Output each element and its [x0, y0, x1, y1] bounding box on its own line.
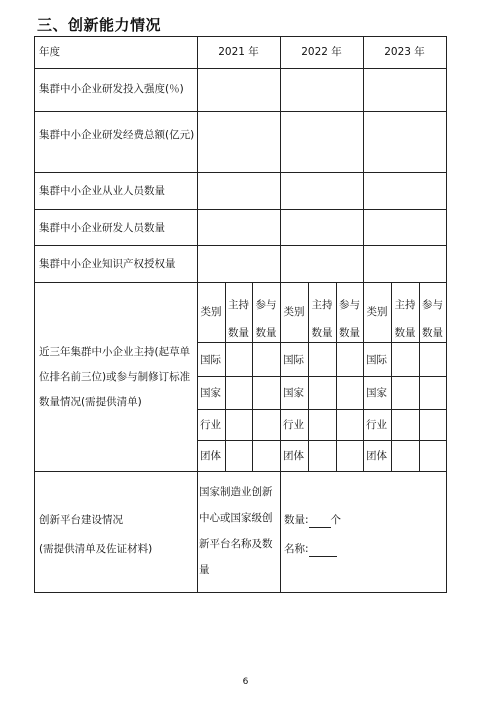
category-national-2022: 国家 [283, 387, 304, 399]
year-2023-header: 2023 年 [384, 46, 425, 58]
category-industry-2022: 行业 [283, 419, 304, 431]
row-label-rd-intensity: 集群中小企业研发投入强度(％) [39, 83, 184, 95]
platform-name [284, 542, 337, 557]
category-international-2021: 国际 [200, 354, 221, 366]
category-group-2021: 团体 [200, 450, 221, 462]
platform-count-blank[interactable] [309, 513, 331, 528]
col-category-2022: 类别 [283, 306, 305, 318]
row-label-employees: 集群中小企业从业人员数量 [39, 185, 165, 197]
year-2022-header: 2022 年 [301, 46, 342, 58]
category-national-2023: 国家 [366, 387, 387, 399]
category-international-2023: 国际 [366, 354, 387, 366]
category-group-2023: 团体 [366, 450, 387, 462]
category-industry-2023: 行业 [366, 419, 387, 431]
row-label-rd-staff: 集群中小企业研发人员数量 [39, 222, 165, 234]
platform-count [284, 513, 341, 528]
row-label-rd-expenditure: 集群中小企业研发经费总额(亿元) [39, 129, 195, 141]
category-national-2021: 国家 [200, 387, 221, 399]
category-international-2022: 国际 [283, 354, 304, 366]
col-participate-2022: 参与数量 [339, 299, 360, 339]
col-participate-2021: 参与数量 [255, 299, 277, 339]
col-host-2022: 主持数量 [311, 299, 333, 339]
category-group-2022: 团体 [283, 450, 304, 462]
platform-note: (需提供清单及佐证材料) [39, 543, 153, 555]
col-host-2021: 主持数量 [228, 299, 249, 339]
platform-description: 国家制造业创新中心或国家级创新平台名称及数量 [199, 486, 273, 576]
platform-name-label: 名称: [284, 543, 309, 555]
row-label-ip-grants: 集群中小企业知识产权授权量 [39, 258, 176, 270]
col-host-2023: 主持数量 [394, 299, 416, 339]
col-category-2023: 类别 [366, 306, 388, 318]
col-participate-2023: 参与数量 [422, 299, 443, 339]
platform-count-label: 数量: [284, 514, 309, 526]
platform-count-unit: 个 [330, 514, 342, 526]
platform-label: 创新平台建设情况 [39, 514, 123, 526]
category-industry-2021: 行业 [200, 419, 221, 431]
standards-label: 近三年集群中小企业主持(起草单位排名前三位)或参与制修订标准数量情况(需提供清单) [39, 346, 191, 408]
col-category-2021: 类别 [200, 306, 222, 318]
year-2021-header: 2021 年 [218, 46, 259, 58]
page-number: 6 [242, 677, 249, 687]
year-row-label: 年度 [39, 46, 60, 58]
platform-name-blank[interactable] [309, 542, 337, 557]
section-title: 三、创新能力情况 [37, 16, 162, 34]
